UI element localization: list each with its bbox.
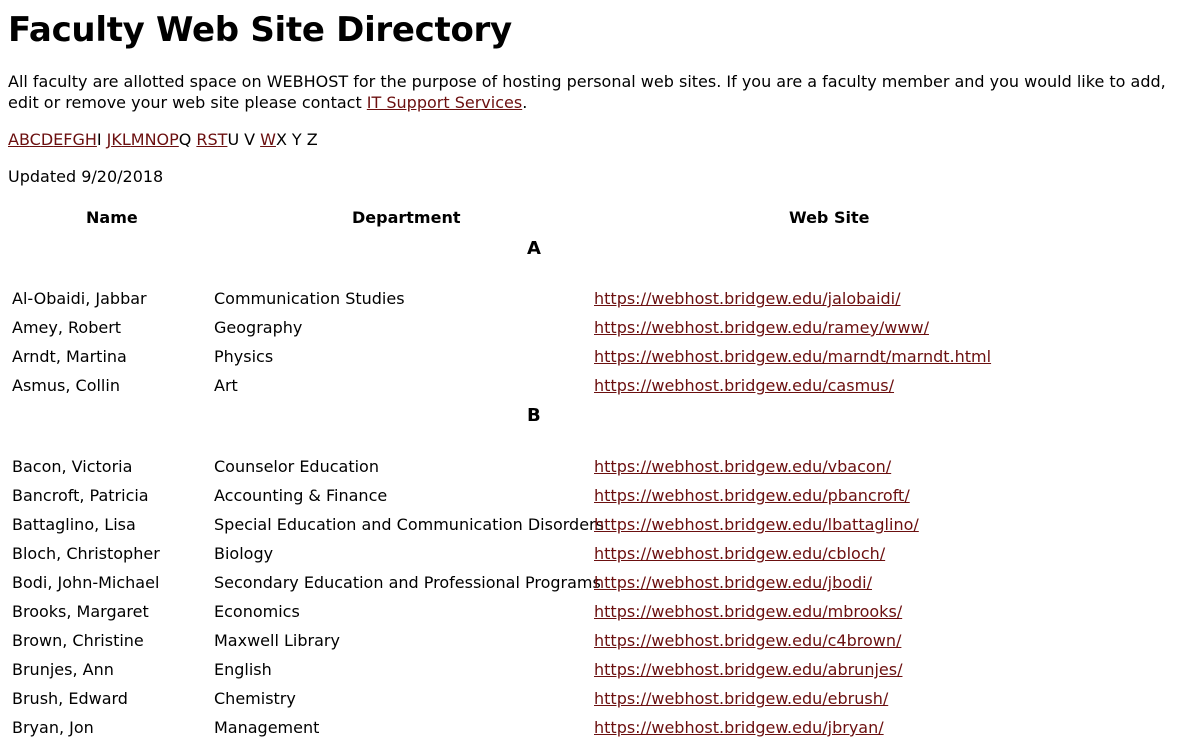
letter-c-link[interactable]: C — [29, 130, 41, 149]
faculty-name: Bancroft, Patricia — [12, 486, 149, 505]
faculty-name: Battaglino, Lisa — [12, 515, 136, 534]
faculty-name: Brush, Edward — [12, 689, 128, 708]
letter-j-link[interactable]: J — [106, 130, 112, 149]
faculty-department: Biology — [214, 544, 274, 563]
faculty-department: English — [214, 660, 272, 679]
letter-q: Q — [178, 130, 192, 149]
faculty-department: Economics — [214, 602, 300, 621]
faculty-name: Bacon, Victoria — [12, 457, 133, 476]
letter-x: X — [275, 130, 287, 149]
faculty-website-link[interactable]: https://webhost.bridgew.edu/cbloch/ — [594, 544, 886, 563]
faculty-name: Brooks, Margaret — [12, 602, 149, 621]
faculty-department: Chemistry — [214, 689, 296, 708]
letter-t-link[interactable]: T — [217, 130, 228, 149]
faculty-name: Brunjes, Ann — [12, 660, 114, 679]
section-heading-b: B — [527, 405, 541, 426]
intro-text: All faculty are allotted space on WEBHOST for the purpose of hosting personal web sites. If you are a faculty member and you would like to add, edit or remove your web site please contact — [8, 72, 1166, 112]
faculty-department: Accounting & Finance — [214, 486, 388, 505]
letter-m-link[interactable]: M — [130, 130, 145, 149]
faculty-name: Brown, Christine — [12, 631, 144, 650]
page-title: Faculty Web Site Directory — [8, 10, 512, 50]
letter-w-link[interactable]: W — [260, 130, 276, 149]
letter-u: U — [227, 130, 240, 149]
letter-v: V — [244, 130, 256, 149]
faculty-website-link[interactable]: https://webhost.bridgew.edu/ebrush/ — [594, 689, 889, 708]
letter-p-link[interactable]: P — [169, 130, 179, 149]
table-row — [0, 543, 1200, 565]
letter-o-link[interactable]: O — [156, 130, 170, 149]
faculty-name: Bodi, John-Michael — [12, 573, 160, 592]
table-row — [0, 317, 1200, 339]
table-row — [0, 717, 1200, 739]
letter-r-link[interactable]: R — [196, 130, 208, 149]
table-row — [0, 456, 1200, 478]
faculty-website-link[interactable]: https://webhost.bridgew.edu/abrunjes/ — [594, 660, 903, 679]
table-row — [0, 688, 1200, 710]
letter-f-link[interactable]: F — [63, 130, 73, 149]
table-row — [0, 659, 1200, 681]
faculty-department: Art — [214, 376, 238, 395]
faculty-website-link[interactable]: https://webhost.bridgew.edu/marndt/marndt.html — [594, 347, 992, 366]
faculty-department: Secondary Education and Professional Programs — [214, 573, 601, 592]
letter-g-link[interactable]: G — [72, 130, 85, 149]
letter-y: Y — [291, 130, 302, 149]
faculty-website-link[interactable]: https://webhost.bridgew.edu/casmus/ — [594, 376, 895, 395]
letter-h-link[interactable]: H — [84, 130, 97, 149]
it-support-link[interactable]: IT Support Services — [366, 93, 523, 112]
faculty-website-link[interactable]: https://webhost.bridgew.edu/lbattaglino/ — [594, 515, 919, 534]
faculty-department: Physics — [214, 347, 274, 366]
faculty-website-link[interactable]: https://webhost.bridgew.edu/ramey/www/ — [594, 318, 929, 337]
table-row — [0, 514, 1200, 536]
table-row — [0, 375, 1200, 397]
updated-date: Updated 9/20/2018 — [8, 167, 164, 186]
faculty-website-link[interactable]: https://webhost.bridgew.edu/c4brown/ — [594, 631, 902, 650]
table-row — [0, 630, 1200, 652]
faculty-website-link[interactable]: https://webhost.bridgew.edu/mbrooks/ — [594, 602, 903, 621]
faculty-name: Asmus, Collin — [12, 376, 120, 395]
faculty-name: Amey, Robert — [12, 318, 122, 337]
table-row — [0, 601, 1200, 623]
faculty-name: Al-Obaidi, Jabbar — [12, 289, 147, 308]
letter-a-link[interactable]: A — [8, 130, 19, 149]
table-row — [0, 346, 1200, 368]
faculty-department: Counselor Education — [214, 457, 379, 476]
letter-l-link[interactable]: L — [121, 130, 131, 149]
faculty-website-link[interactable]: https://webhost.bridgew.edu/pbancroft/ — [594, 486, 910, 505]
letter-z: Z — [306, 130, 318, 149]
letter-e-link[interactable]: E — [53, 130, 64, 149]
intro-paragraph — [8, 71, 1188, 113]
faculty-name: Bryan, Jon — [12, 718, 94, 737]
faculty-department: Communication Studies — [214, 289, 405, 308]
faculty-department: Maxwell Library — [214, 631, 340, 650]
faculty-name: Bloch, Christopher — [12, 544, 160, 563]
faculty-website-link[interactable]: https://webhost.bridgew.edu/jbryan/ — [594, 718, 884, 737]
column-header-name: Name — [86, 208, 138, 227]
intro-end: . — [522, 93, 528, 112]
column-header-department: Department — [352, 208, 461, 227]
faculty-website-link[interactable]: https://webhost.bridgew.edu/jalobaidi/ — [594, 289, 901, 308]
letter-n-link[interactable]: N — [144, 130, 157, 149]
table-row — [0, 572, 1200, 594]
letter-s-link[interactable]: S — [207, 130, 218, 149]
faculty-name: Arndt, Martina — [12, 347, 127, 366]
letter-k-link[interactable]: K — [111, 130, 122, 149]
faculty-website-link[interactable]: https://webhost.bridgew.edu/vbacon/ — [594, 457, 892, 476]
faculty-website-link[interactable]: https://webhost.bridgew.edu/jbodi/ — [594, 573, 873, 592]
letter-d-link[interactable]: D — [40, 130, 54, 149]
letter-b-link[interactable]: B — [18, 130, 30, 149]
letter-index — [8, 130, 323, 150]
section-heading-a: A — [527, 238, 541, 259]
column-header-website: Web Site — [789, 208, 870, 227]
table-row — [0, 485, 1200, 507]
table-row — [0, 288, 1200, 310]
faculty-department: Special Education and Communication Disorders — [214, 515, 604, 534]
faculty-department: Management — [214, 718, 320, 737]
letter-i: I — [96, 130, 102, 149]
faculty-department: Geography — [214, 318, 303, 337]
